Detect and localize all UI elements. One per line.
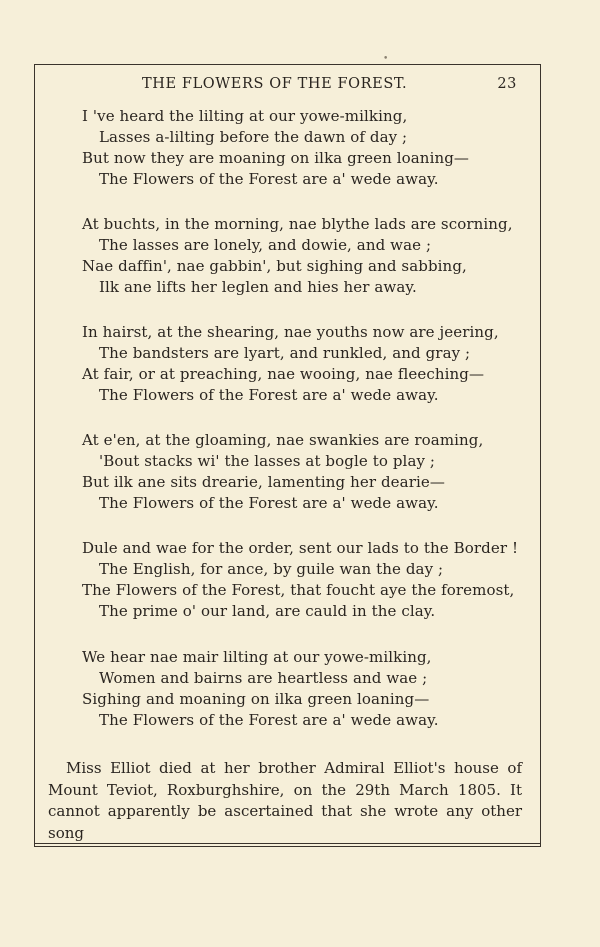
- poem-line: Lasses a-lilting before the dawn of day ;: [99, 128, 408, 146]
- poem-line: At e'en, at the gloaming, nae swankies are roaming,: [82, 431, 484, 449]
- poem-line: Dule and wae for the order, sent our lads to the Border !: [82, 539, 519, 557]
- poem-line: Ilk ane lifts her leglen and hies her away.: [99, 278, 417, 296]
- poem-line: At fair, or at preaching, nae wooing, nae fleeching—: [82, 365, 485, 383]
- poem-line: The Flowers of the Forest are a' wede away.: [99, 494, 439, 512]
- biographical-note: Miss Elliot died at her brother Admiral Elliot's house of Mount Teviot, Roxburghshire, on the 29th March 1805. It cannot apparently be ascertained that she wrote any other song: [48, 759, 522, 842]
- poem-line: The prime o' our land, are cauld in the clay.: [99, 602, 436, 620]
- poem-line: The bandsters are lyart, and runkled, and gray ;: [99, 344, 471, 362]
- page-mark: •: [383, 54, 389, 64]
- poem-line: The Flowers of the Forest are a' wede away.: [99, 711, 439, 729]
- poem-line: Sighing and moaning on ilka green loaning—: [82, 690, 430, 708]
- poem-line: The Flowers of the Forest are a' wede away.: [99, 170, 439, 188]
- poem-line: But now they are moaning on ilka green loaning—: [82, 149, 470, 167]
- running-title: THE FLOWERS OF THE FOREST.: [142, 76, 408, 92]
- poem-line: The lasses are lonely, and dowie, and wae ;: [99, 236, 432, 254]
- poem-line: We hear nae mair lilting at our yowe-milking,: [82, 648, 432, 666]
- poem-line: But ilk ane sits drearie, lamenting her dearie—: [82, 473, 445, 491]
- poem-line: Women and bairns are heartless and wae ;: [99, 669, 428, 687]
- poem-line: At buchts, in the morning, nae blythe lads are scorning,: [82, 215, 513, 233]
- poem-line: 'Bout stacks wi' the lasses at bogle to play ;: [99, 452, 436, 470]
- poem-line: I 've heard the lilting at our yowe-milking,: [82, 107, 408, 125]
- poem-line: The Flowers of the Forest, that foucht aye the foremost,: [82, 581, 515, 599]
- poem-line: The English, for ance, by guile wan the day ;: [99, 560, 444, 578]
- poem-line: In hairst, at the shearing, nae youths now are jeering,: [82, 323, 499, 341]
- poem-line: The Flowers of the Forest are a' wede away.: [99, 386, 439, 404]
- poem-line: Nae daffin', nae gabbin', but sighing and sabbing,: [82, 257, 467, 275]
- page-number: 23: [497, 76, 517, 92]
- page-header: [34, 74, 539, 96]
